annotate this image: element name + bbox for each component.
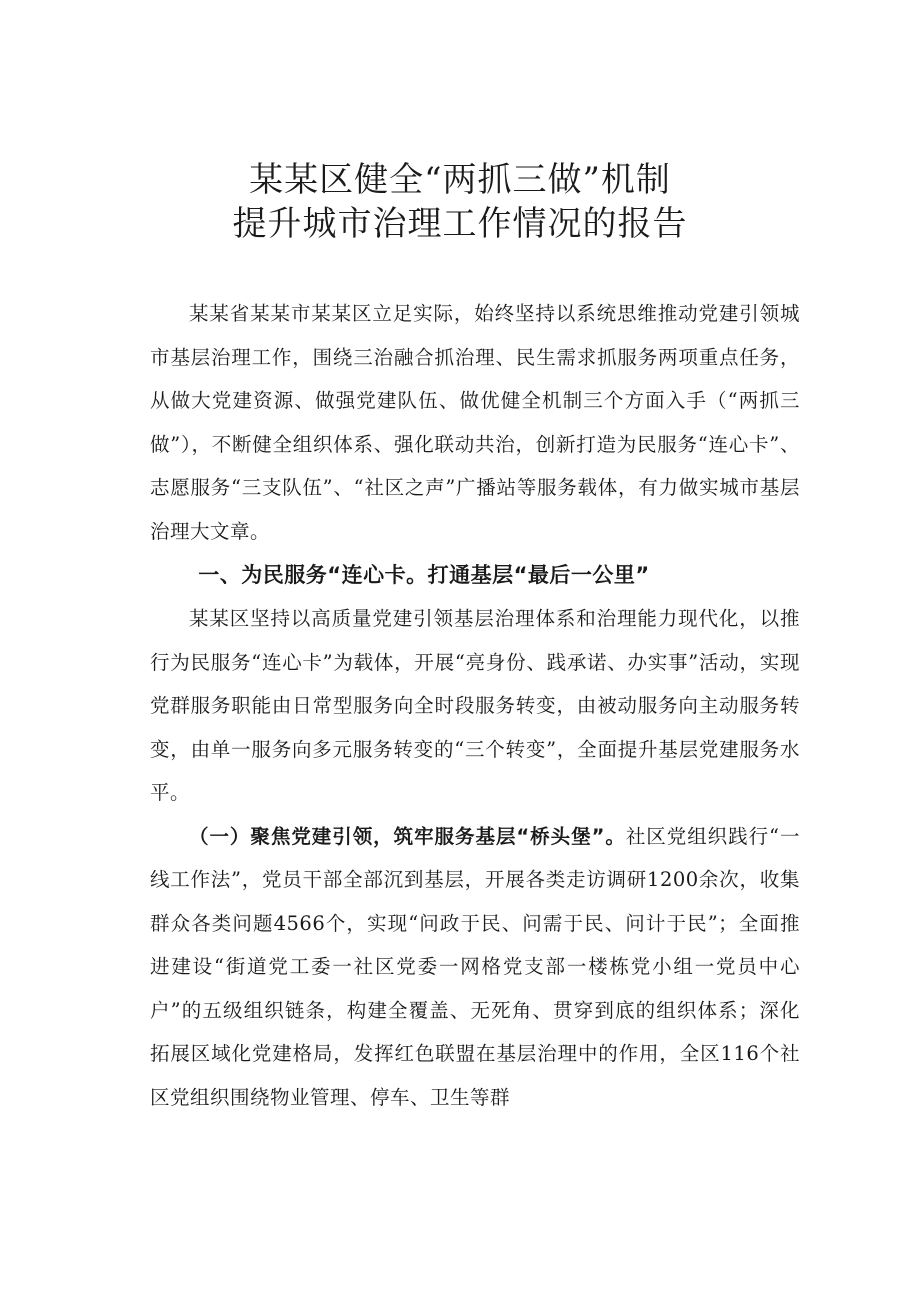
intro-paragraph: 某某省某某市某某区立足实际，始终坚持以系统思维推动党建引领城市基层治理工作，围绕三治融合抓治理、民生需求抓服务两项重点任务，从做大党建资源、做强党建队伍、做优健全机制三个方面入手（“两抓三做”），不断健全组织体系、强化联动共治，创新打造为民服务“连心卡”、志愿服务“三支队伍”、“社区之声”广播站等服务载体，有力做实城市基层治理大文章。 [150,302,800,543]
subsection-1-lead: （一）聚焦党建引领，筑牢服务基层“桥头堡”。 [189,824,626,848]
subsection-1-paragraph [150,815,800,1120]
document-body [150,292,800,1119]
section-1-paragraph: 某某区坚持以高质量党建引领基层治理体系和治理能力现代化，以推行为民服务“连心卡”为载体，开展“亮身份、践承诺、办实事”活动，实现党群服务职能由日常型服务向全时段服务转变，由被动服务向主动服务转变，由单一服务向多元服务转变的“三个转变”，全面提升基层党建服务水平。 [150,607,800,804]
document-title-line-1: 某某区健全“两抓三做”机制 [249,160,671,200]
document-title-line-2: 提升城市治理工作情况的报告 [232,204,688,244]
subsection-1-body: 社区党组织践行“一线工作法”，党员干部全部沉到基层，开展各类走访调研1200余次，收集群众各类问题4566个，实现“问政于民、问需于民、问计于民”；全面推进建设“街道党工委一社区党委一网格党支部一楼栋党小组一党员中心户”的五级组织链条，构建全覆盖、无死角、贯穿到底的组织体系；深化拓展区域化党建格局，发挥红色联盟在基层治理中的作用，全区116个社区党组织围绕物业管理、停车、卫生等群 [150,824,800,1109]
section-1-heading: 一、为民服务“连心卡。打通基层“最后一公里” [198,563,650,587]
